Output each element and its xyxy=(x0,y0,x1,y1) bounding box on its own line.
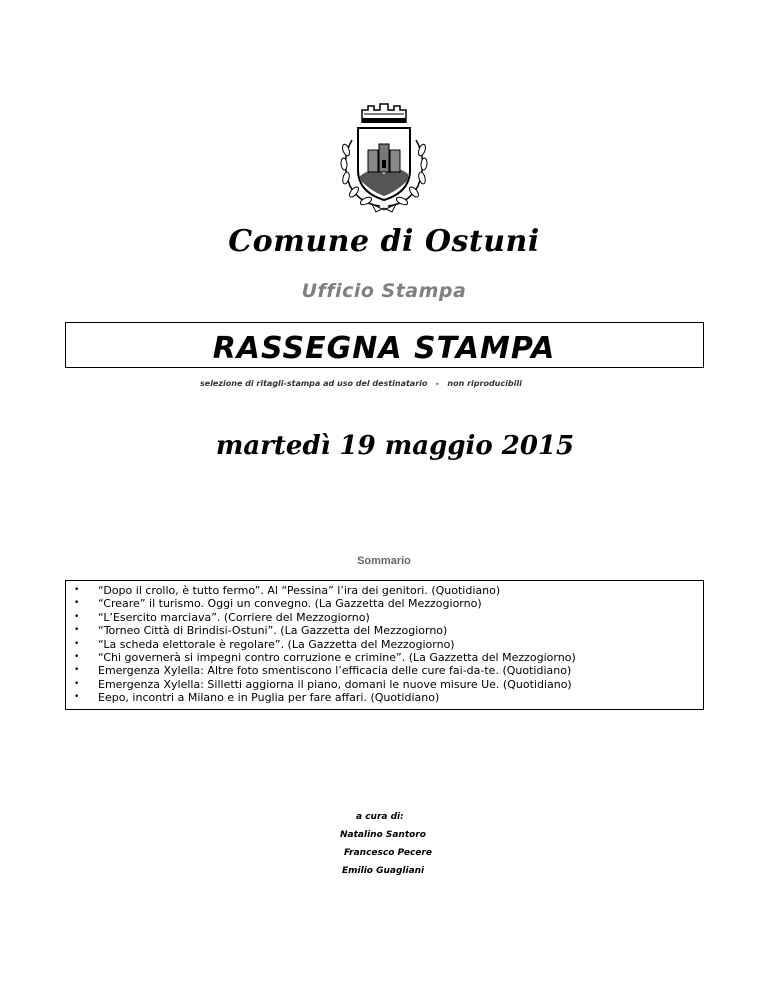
list-item xyxy=(74,678,576,691)
bullet-icon: • xyxy=(74,651,80,662)
municipality-title: Comune di Ostuni xyxy=(228,224,540,259)
summary-item-text: “L’Esercito marciava”. (Corriere del Mezzogiorno) xyxy=(98,610,370,624)
credit-name: Francesco Pecere xyxy=(344,848,432,858)
summary-item-text: “Torneo Città di Brindisi-Ostuni”. (La Gazzetta del Mezzogiorno) xyxy=(98,624,448,638)
summary-item-text: Eepo, incontri a Milano e in Puglia per fare affari. (Quotidiano) xyxy=(98,691,440,705)
summary-item-text: “Dopo il crollo, è tutto fermo”. Al “Pessina” l’ira dei genitori. (Quotidiano) xyxy=(98,584,501,597)
summary-item-text: Emergenza Xylella: Silletti aggiorna il piano, domani le nuove misure Ue. (Quotidiano) xyxy=(98,677,572,691)
list-item xyxy=(74,638,576,651)
summary-heading: Sommario xyxy=(357,555,411,567)
bullet-icon: • xyxy=(74,598,80,609)
bullet-icon: • xyxy=(74,692,80,703)
office-subtitle: Ufficio Stampa xyxy=(301,280,467,302)
summary-item-text: “Chi governerà si impegni contro corruzione e crimine”. (La Gazzetta del Mezzogiorno) xyxy=(98,650,576,664)
press-review-title: RASSEGNA STAMPA xyxy=(212,331,556,366)
list-item xyxy=(74,624,576,637)
list-item xyxy=(74,691,576,704)
list-item xyxy=(74,584,576,597)
issue-date: martedì 19 maggio 2015 xyxy=(215,431,575,461)
disclaimer-text: selezione di ritagli-stampa ad uso del destinatario - non riproducibili xyxy=(200,379,522,388)
list-item xyxy=(74,651,576,664)
ostuni-crest-icon xyxy=(332,100,436,216)
list-item xyxy=(74,611,576,624)
summary-list xyxy=(74,584,576,705)
bullet-icon: • xyxy=(74,678,80,689)
summary-item-text: Emergenza Xylella: Altre foto smentiscono l’efficacia delle cure fai-da-te. (Quotidiano) xyxy=(98,664,572,678)
credit-name: Emilio Guagliani xyxy=(342,866,425,876)
bullet-icon: • xyxy=(74,611,80,622)
summary-item-text: “La scheda elettorale è regolare”. (La Gazzetta del Mezzogiorno) xyxy=(98,637,455,651)
credit-name: Natalino Santoro xyxy=(340,830,426,840)
bullet-icon: • xyxy=(74,665,80,676)
credits-label: a cura di: xyxy=(356,812,404,822)
bullet-icon: • xyxy=(74,625,80,636)
list-item xyxy=(74,664,576,677)
list-item xyxy=(74,597,576,610)
summary-item-text: “Creare” il turismo. Oggi un convegno. (La Gazzetta del Mezzogiorno) xyxy=(98,597,482,611)
bullet-icon: • xyxy=(74,638,80,649)
bullet-icon: • xyxy=(74,585,80,595)
